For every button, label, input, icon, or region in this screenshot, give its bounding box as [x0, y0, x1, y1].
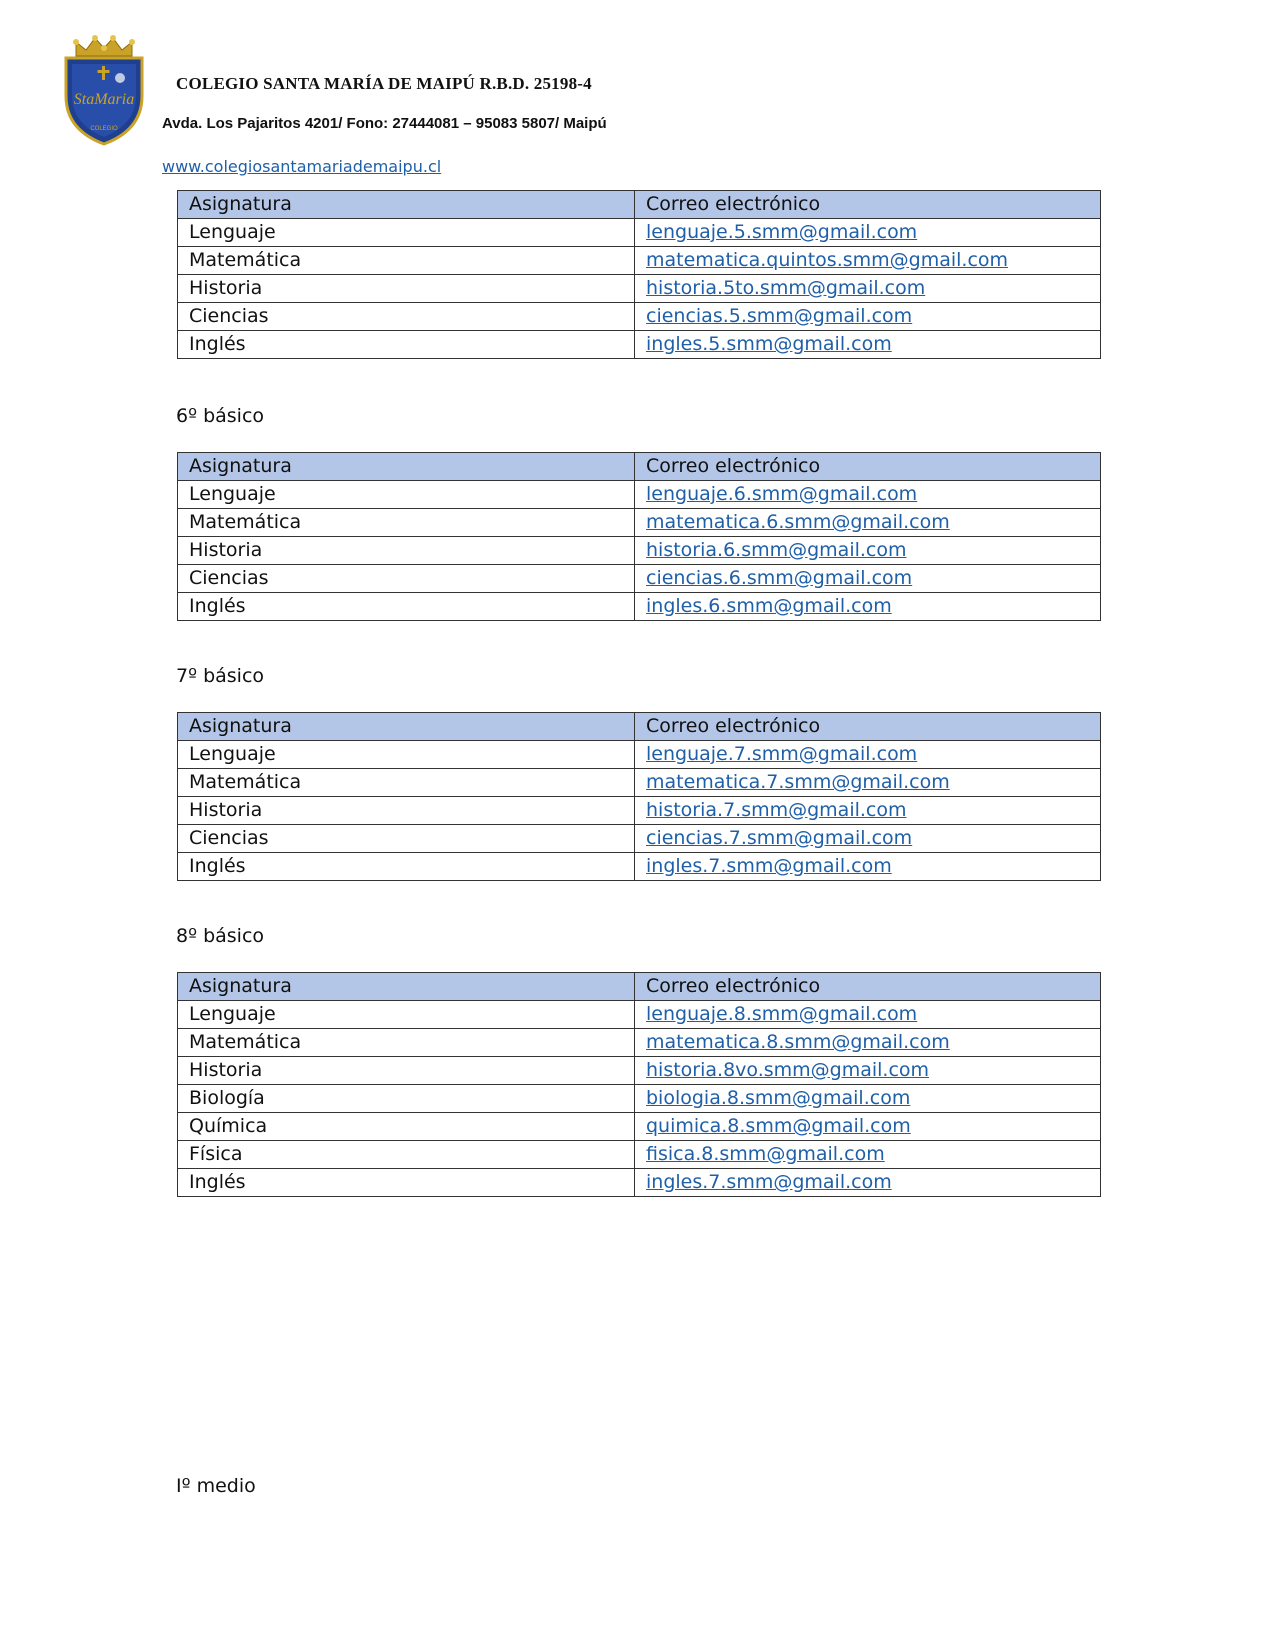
- table-header-row: [178, 973, 1101, 1001]
- email-link[interactable]: ciencias.6.smm@gmail.com: [646, 567, 913, 589]
- header-email: Correo electrónico: [635, 191, 1101, 219]
- email-link[interactable]: ingles.7.smm@gmail.com: [646, 1171, 892, 1193]
- subject-cell: Matemática: [178, 769, 635, 797]
- email-link[interactable]: matematica.7.smm@gmail.com: [646, 771, 950, 793]
- subject-cell: Lenguaje: [178, 1001, 635, 1029]
- email-table-7: [177, 712, 1101, 881]
- email-link[interactable]: ingles.7.smm@gmail.com: [646, 855, 892, 877]
- email-link[interactable]: historia.5to.smm@gmail.com: [646, 277, 926, 299]
- header-subject: Asignatura: [178, 453, 635, 481]
- table-row: [178, 565, 1101, 593]
- header-email: Correo electrónico: [635, 973, 1101, 1001]
- email-table-6: [177, 452, 1101, 621]
- subject-cell: Historia: [178, 275, 635, 303]
- email-link[interactable]: ingles.6.smm@gmail.com: [646, 595, 892, 617]
- svg-text:COLEGIO: COLEGIO: [90, 126, 118, 132]
- school-name: COLEGIO SANTA MARÍA DE MAIPÚ R.B.D. 25198-4: [176, 74, 592, 93]
- table-row: [178, 509, 1101, 537]
- table-row: [178, 247, 1101, 275]
- subject-cell: Física: [178, 1141, 635, 1169]
- email-link[interactable]: ciencias.5.smm@gmail.com: [646, 305, 913, 327]
- email-link[interactable]: lenguaje.5.smm@gmail.com: [646, 221, 918, 243]
- email-link[interactable]: matematica.6.smm@gmail.com: [646, 511, 950, 533]
- email-link[interactable]: fisica.8.smm@gmail.com: [646, 1143, 885, 1165]
- table-header-row: [178, 453, 1101, 481]
- table-row: [178, 769, 1101, 797]
- table-row: [178, 741, 1101, 769]
- table-row: [178, 1057, 1101, 1085]
- school-crest-logo: [62, 34, 146, 146]
- subject-cell: Inglés: [178, 1169, 635, 1197]
- subject-cell: Historia: [178, 797, 635, 825]
- email-table-5: [177, 190, 1101, 359]
- table-header-row: [178, 191, 1101, 219]
- table-row: [178, 303, 1101, 331]
- website-link[interactable]: www.colegiosantamariademaipu.cl: [162, 157, 442, 176]
- header-subject: Asignatura: [178, 713, 635, 741]
- header-subject: Asignatura: [178, 973, 635, 1001]
- email-link[interactable]: ciencias.7.smm@gmail.com: [646, 827, 913, 849]
- email-link[interactable]: lenguaje.7.smm@gmail.com: [646, 743, 918, 765]
- email-link[interactable]: historia.8vo.smm@gmail.com: [646, 1059, 930, 1081]
- table-row: [178, 593, 1101, 621]
- table-row: [178, 481, 1101, 509]
- table-row: [178, 853, 1101, 881]
- header-subject: Asignatura: [178, 191, 635, 219]
- email-link[interactable]: matematica.quintos.smm@gmail.com: [646, 249, 1009, 271]
- email-link[interactable]: historia.7.smm@gmail.com: [646, 799, 907, 821]
- subject-cell: Inglés: [178, 853, 635, 881]
- table-row: [178, 1085, 1101, 1113]
- subject-cell: Lenguaje: [178, 741, 635, 769]
- crown-icon: [73, 35, 135, 56]
- subject-cell: Historia: [178, 537, 635, 565]
- section-label-6: 6º básico: [176, 405, 265, 427]
- subject-cell: Matemática: [178, 1029, 635, 1057]
- email-link[interactable]: ingles.5.smm@gmail.com: [646, 333, 892, 355]
- email-link[interactable]: matematica.8.smm@gmail.com: [646, 1031, 950, 1053]
- section-label-1-medio: Iº medio: [176, 1475, 256, 1497]
- subject-cell: Biología: [178, 1085, 635, 1113]
- table-row: [178, 219, 1101, 247]
- section-label-8: 8º básico: [176, 925, 265, 947]
- subject-cell: Ciencias: [178, 565, 635, 593]
- table-row: [178, 1001, 1101, 1029]
- table-row: [178, 1169, 1101, 1197]
- svg-text:StaMaria: StaMaria: [73, 91, 135, 108]
- email-link[interactable]: historia.6.smm@gmail.com: [646, 539, 907, 561]
- email-link[interactable]: lenguaje.6.smm@gmail.com: [646, 483, 918, 505]
- subject-cell: Lenguaje: [178, 219, 635, 247]
- table-row: [178, 1029, 1101, 1057]
- table-row: [178, 797, 1101, 825]
- table-row: [178, 275, 1101, 303]
- section-label-7: 7º básico: [176, 665, 265, 687]
- subject-cell: Inglés: [178, 593, 635, 621]
- school-address: Avda. Los Pajaritos 4201/ Fono: 27444081 – 95083 5807/ Maipú: [162, 115, 607, 132]
- table-row: [178, 331, 1101, 359]
- table-header-row: [178, 713, 1101, 741]
- subject-cell: Matemática: [178, 247, 635, 275]
- header-email: Correo electrónico: [635, 453, 1101, 481]
- email-link[interactable]: biologia.8.smm@gmail.com: [646, 1087, 911, 1109]
- subject-cell: Ciencias: [178, 303, 635, 331]
- table-row: [178, 825, 1101, 853]
- subject-cell: Inglés: [178, 331, 635, 359]
- subject-cell: Lenguaje: [178, 481, 635, 509]
- subject-cell: Ciencias: [178, 825, 635, 853]
- subject-cell: Química: [178, 1113, 635, 1141]
- header-email: Correo electrónico: [635, 713, 1101, 741]
- table-row: [178, 1113, 1101, 1141]
- table-row: [178, 1141, 1101, 1169]
- email-link[interactable]: quimica.8.smm@gmail.com: [646, 1115, 911, 1137]
- subject-cell: Historia: [178, 1057, 635, 1085]
- table-row: [178, 537, 1101, 565]
- subject-cell: Matemática: [178, 509, 635, 537]
- email-link[interactable]: lenguaje.8.smm@gmail.com: [646, 1003, 918, 1025]
- email-table-8: [177, 972, 1101, 1197]
